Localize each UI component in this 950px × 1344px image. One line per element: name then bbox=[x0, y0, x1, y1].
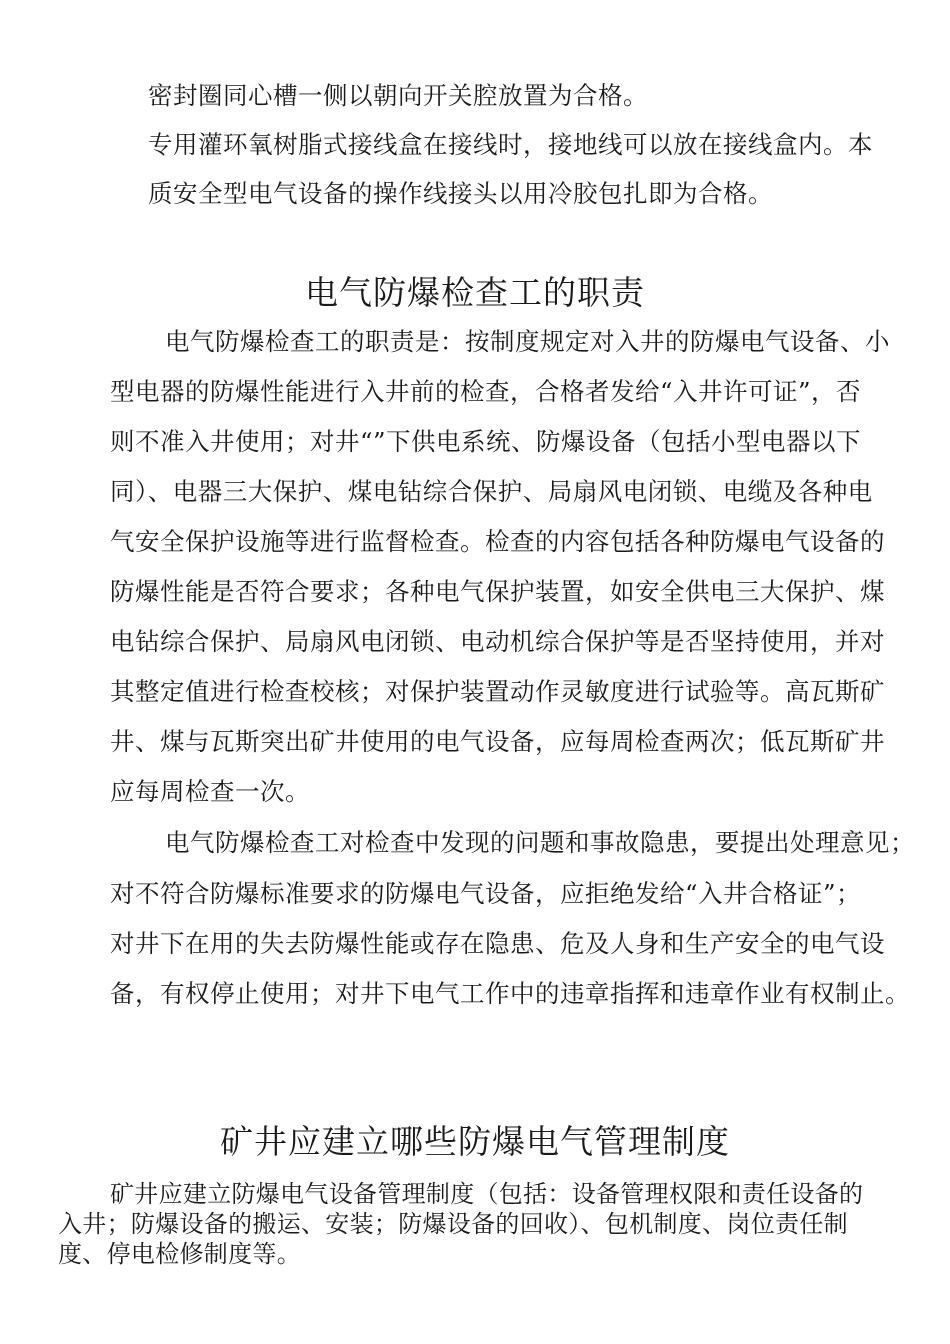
intro-line-2: 专用灌环氧树脂式接线盒在接线时，接地线可以放在接线盒内。本 bbox=[148, 130, 873, 159]
paragraph-line: 电钻综合保护、局扇风电闭锁、电动机综合保护等是否坚持使用，并对 bbox=[110, 627, 885, 656]
paragraph-line: 气安全保护设施等进行监督检查。检查的内容包括各种防爆电气设备的 bbox=[110, 527, 885, 556]
paragraph-line: 度、停电检修制度等。 bbox=[58, 1240, 301, 1268]
paragraph-line: 防爆性能是否符合要求；各种电气保护装置，如安全供电三大保护、煤 bbox=[110, 577, 885, 606]
intro-line-1: 密封圈同心槽一侧以朝向开关腔放置为合格。 bbox=[148, 81, 648, 110]
paragraph-line: 应每周检查一次。 bbox=[110, 777, 310, 806]
paragraph-line: 对不符合防爆标准要求的防爆电气设备，应拒绝发给“入井合格证”； bbox=[110, 879, 862, 908]
paragraph-line: 井、煤与瓦斯突出矿井使用的电气设备，应每周检查两次；低瓦斯矿井 bbox=[110, 727, 885, 756]
paragraph-line: 对井下在用的失去防爆性能或存在隐患、危及人身和生产安全的电气设 bbox=[110, 929, 885, 958]
paragraph-line: 型电器的防爆性能进行入井前的检查，合格者发给“入井许可证”，否 bbox=[110, 377, 862, 406]
paragraph-line: 矿井应建立防爆电气设备管理制度（包括：设备管理权限和责任设备的 bbox=[110, 1180, 864, 1208]
intro-line-3: 质安全型电气设备的操作线接头以用冷胶包扎即为合格。 bbox=[148, 179, 773, 208]
paragraph-line: 电气防爆检查工的职责是：按制度规定对入井的防爆电气设备、小 bbox=[165, 327, 890, 356]
paragraph-line: 其整定值进行检查校核；对保护装置动作灵敏度进行试验等。高瓦斯矿 bbox=[110, 677, 885, 706]
paragraph-line: 则不准入井使用；对井“”下供电系统、防爆设备（包括小型电器以下 bbox=[110, 427, 862, 456]
section-title-duties: 电气防爆检查工的职责 bbox=[305, 273, 645, 312]
paragraph-line: 入井；防爆设备的搬运、安装；防爆设备的回收）、包机制度、岗位责任制 bbox=[58, 1210, 848, 1238]
section-title-management: 矿井应建立哪些防爆电气管理制度 bbox=[220, 1122, 730, 1161]
paragraph-line: 备，有权停止使用；对井下电气工作中的违章指挥和违章作业有权制止。 bbox=[110, 979, 910, 1008]
paragraph-line: 电气防爆检查工对检查中发现的问题和事故隐患，要提出处理意见； bbox=[165, 828, 915, 857]
paragraph-line: 同）、电器三大保护、煤电钻综合保护、局扇风电闭锁、电缆及各种电 bbox=[110, 477, 873, 506]
